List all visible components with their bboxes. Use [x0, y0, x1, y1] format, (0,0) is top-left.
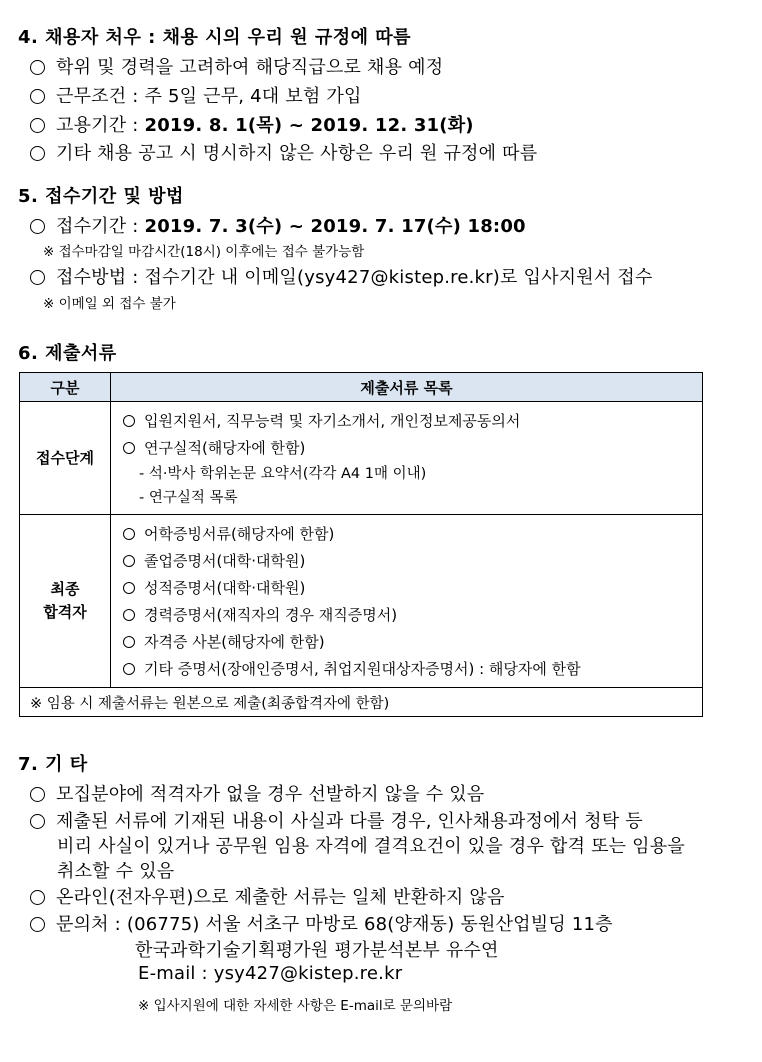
circle-bullet-icon — [123, 442, 135, 454]
circle-bullet-icon — [30, 118, 45, 133]
table-header-row — [20, 373, 703, 402]
application-period-value: 2019. 7. 3(수) ~ 2019. 7. 17(수) 18:00 — [144, 216, 526, 237]
s7-contact-email: E-mail : ysy427@kistep.re.kr — [138, 963, 403, 984]
s4-employment-period: 고용기간 : 2019. 8. 1(목) ~ 2019. 12. 31(화) — [30, 111, 474, 137]
section-6-heading: 6. 제출서류 — [18, 343, 117, 364]
list-item: 성적증명서(대학·대학원) — [123, 575, 702, 602]
s4-item-2: 근무조건 : 주 5일 근무, 4대 보험 가입 — [30, 82, 362, 108]
circle-bullet-icon — [123, 663, 135, 675]
circle-bullet-icon — [123, 636, 135, 648]
s4-item-1: 학위 및 경력을 고려하여 해당직급으로 채용 예정 — [30, 53, 443, 79]
section-5-heading: 5. 접수기간 및 방법 — [18, 186, 184, 207]
stage-final-label: 최종 합격자 — [20, 515, 111, 688]
s5-application-method: 접수방법 : 접수기간 내 이메일(ysy427@kistep.re.kr)로 입사지원서 접수 — [30, 263, 653, 289]
stage-application-items — [111, 402, 703, 515]
list-subitem: - 연구실적 목록 — [139, 490, 238, 506]
list-item: 졸업증명서(대학·대학원) — [123, 548, 702, 575]
s7-item-1: 모집분야에 적격자가 없을 경우 선발하지 않을 수 있음 — [30, 780, 484, 806]
list-item: 자격증 사본(해당자에 한함) — [123, 629, 702, 656]
s7-item-3: 온라인(전자우편)으로 제출한 서류는 일체 반환하지 않음 — [30, 883, 505, 909]
table-note-row — [20, 688, 703, 717]
s5-application-period: 접수기간 : 2019. 7. 3(수) ~ 2019. 7. 17(수) 18:00 — [30, 212, 526, 238]
circle-bullet-icon — [30, 89, 45, 104]
circle-bullet-icon — [123, 555, 135, 567]
list-item: 연구실적(해당자에 한함) — [123, 435, 702, 462]
s7-contact: 문의처 : (06775) 서울 서초구 마방로 68(양재동) 동원산업빌딩 11층 — [30, 910, 613, 936]
s4-item-last: 기타 채용 공고 시 명시하지 않은 사항은 우리 원 규정에 따름 — [30, 139, 537, 165]
table-row — [20, 402, 703, 515]
section-4-heading: 4. 채용자 처우 : 채용 시의 우리 원 규정에 따름 — [18, 27, 412, 48]
circle-bullet-icon — [30, 60, 45, 75]
list-subitem: - 석·박사 학위논문 요약서(각각 A4 1매 이내) — [139, 466, 427, 482]
s7-contact-note: ※ 입사지원에 대한 자세한 사항은 E-mail로 문의바람 — [138, 998, 453, 1014]
s7-contact-org: 한국과학기술기획평가원 평가분석본부 유수연 — [135, 940, 499, 961]
circle-bullet-icon — [30, 219, 45, 234]
list-item: 입원지원서, 직무능력 및 자기소개서, 개인정보제공동의서 — [123, 408, 702, 435]
circle-bullet-icon — [30, 146, 45, 161]
col-category-header: 구분 — [20, 373, 111, 402]
circle-bullet-icon — [123, 528, 135, 540]
circle-bullet-icon — [30, 787, 45, 802]
circle-bullet-icon — [123, 582, 135, 594]
s7-item-2: 제출된 서류에 기재된 내용이 사실과 다를 경우, 인사채용과정에서 청탁 등 — [30, 807, 643, 833]
stage-final-items — [111, 515, 703, 688]
col-list-header: 제출서류 목록 — [111, 373, 703, 402]
employment-period-value: 2019. 8. 1(목) ~ 2019. 12. 31(화) — [144, 115, 474, 136]
circle-bullet-icon — [30, 890, 45, 905]
circle-bullet-icon — [30, 270, 45, 285]
table-note: ※ 임용 시 제출서류는 원본으로 제출(최종합격자에 한함) — [20, 688, 703, 717]
circle-bullet-icon — [30, 814, 45, 829]
circle-bullet-icon — [123, 609, 135, 621]
list-item: 어학증빙서류(해당자에 한함) — [123, 521, 702, 548]
s5-note-deadline: ※ 접수마감일 마감시간(18시) 이후에는 접수 불가능함 — [43, 244, 365, 260]
list-item: 경력증명서(재직자의 경우 재직증명서) — [123, 602, 702, 629]
section-7-heading: 7. 기 타 — [18, 754, 88, 775]
stage-application-label: 접수단계 — [20, 402, 111, 515]
s5-note-email-only: ※ 이메일 외 접수 불가 — [43, 296, 176, 312]
table-row — [20, 515, 703, 688]
s7-item-2-cont: 취소할 수 있음 — [57, 861, 175, 882]
list-item: 기타 증명서(장애인증명서, 취업지원대상자증명서) : 해당자에 한함 — [123, 656, 702, 683]
s7-item-2-cont: 비리 사실이 있거나 공무원 임용 자격에 결격요건이 있을 경우 합격 또는 임용을 — [57, 836, 685, 857]
documents-table — [19, 372, 703, 717]
circle-bullet-icon — [123, 415, 135, 427]
circle-bullet-icon — [30, 917, 45, 932]
